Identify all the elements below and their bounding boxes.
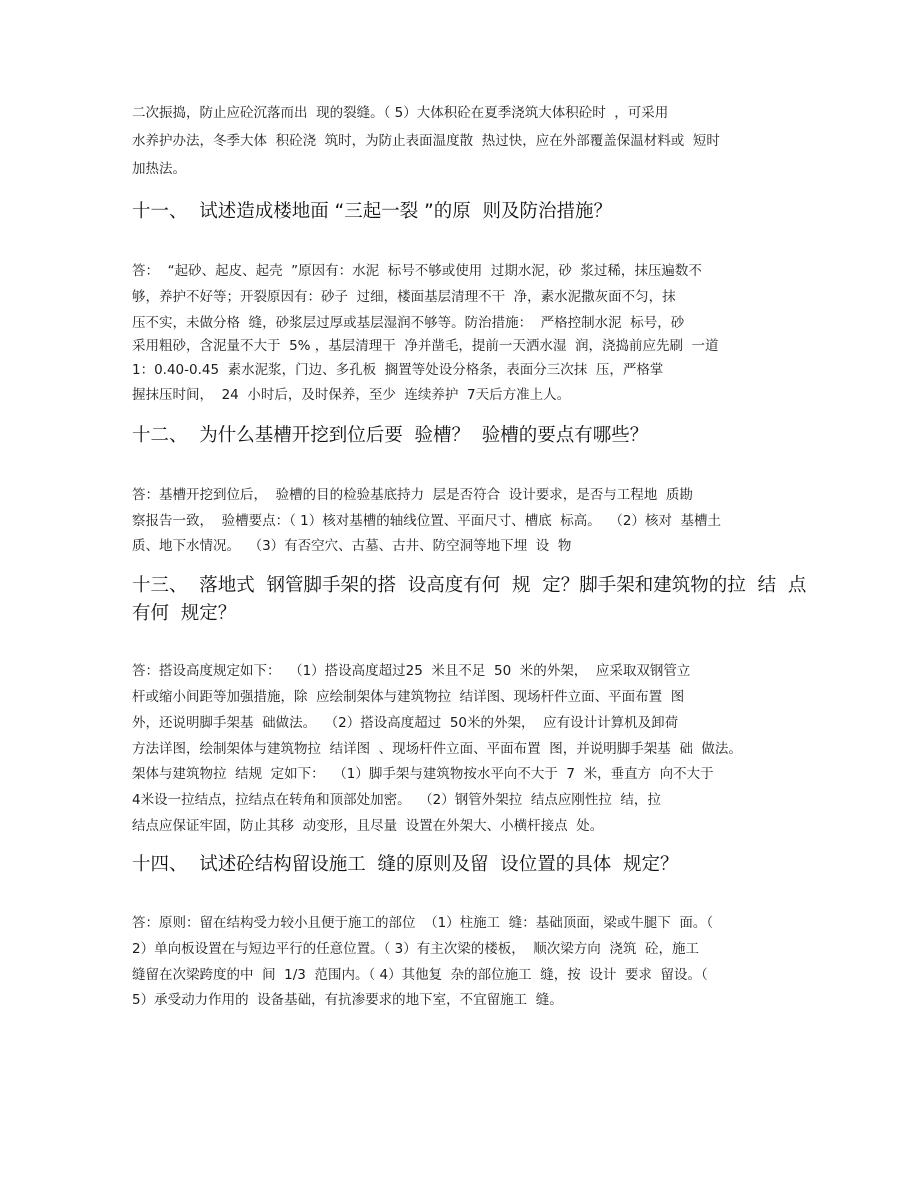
- answer-line: 架体与建筑物拉 结规 定如下： （1）脚手架与建筑物按水平向不大于 7 米，垂直方 向不大于: [132, 766, 714, 782]
- answer-line: 够，养护不好等；开裂原因有：砂子 过细，楼面基层清理不干 净，素水泥撒灰面不匀，抹: [132, 289, 676, 305]
- answer-line: 答：基槽开挖到位后， 验槽的目的检验基底持力 层是否符合 设计要求，是否与工程地 质勘: [132, 487, 693, 503]
- answer-line: 答：搭设高度规定如下： （1）搭设高度超过25 米且不足 50 米的外架， 应采取双钢管立: [132, 663, 691, 679]
- answer-line: 1：0.40-0.45 素水泥浆，门边、多孔板 搁置等处设分格条，表面分三次抹 压，严格掌: [132, 362, 664, 378]
- answer-line: 握抹压时间， 24 小时后，及时保养，至少 连续养护 7天后方准上人。: [132, 387, 571, 403]
- answer-line: 杆或缩小间距等加强措施，除 应绘制架体与建筑物拉 结详图、现场杆件立面、平面布置 图: [132, 689, 685, 705]
- section-heading: 十二、 为什么基槽开挖到位后要 验槽？ 验槽的要点有哪些？: [132, 425, 649, 446]
- answer-line: 质、地下水情况。 （3）有否空穴、古墓、古井、防空洞等地下埋 设 物: [132, 538, 572, 554]
- section-heading: 十一、 试述造成楼地面 “三起一裂 ”的原 则及防治措施？: [132, 201, 612, 222]
- answer-line: 缝留在次梁跨度的中 间 1/3 范围内。（ 4）其他复 杂的部位施工 缝，按 设计 要求 留设。（: [132, 967, 708, 983]
- answer-line: 答：原则：留在结构受力较小且便于施工的部位 （1）柱施工 缝：基础顶面，梁或牛腿下 面。（: [132, 915, 714, 931]
- answer-line: 4米设一拉结点，拉结点在转角和顶部处加密。 （2）钢管外架拉 结点应刚性拉 结，拉: [132, 792, 661, 808]
- answer-line: 结点应保证牢固，防止其移 动变形，且尽量 设置在外架大、小横杆接点 处。: [132, 818, 604, 834]
- answer-line: 采用粗砂，含泥量不大于 5% ，基层清理干 净并凿毛，提前一天洒水湿 润，浇捣前应先刷 一道: [132, 338, 719, 354]
- answer-line: 方法详图，绘制架体与建筑物拉 结详图 、现场杆件立面、平面布置 图，并说明脚手架基 础 做法。: [132, 741, 742, 757]
- section-heading-continued: 有何 规定？: [132, 603, 237, 624]
- answer-line: 2）单向板设置在与短边平行的任意位置。（ 3）有主次梁的楼板， 顺次梁方向 浇筑 砼，施工: [132, 941, 699, 957]
- intro-line: 加热法。: [132, 161, 186, 177]
- intro-line: 水养护办法，冬季大体 积砼浇 筑时，为防止表面温度散 热过快，应在外部覆盖保温材料或 短时: [132, 133, 720, 149]
- section-heading: 十四、 试述砼结构留设施工 缝的原则及留 设位置的具体 规定？: [132, 854, 679, 875]
- answer-line: 5）承受动力作用的 设备基础，有抗渗要求的地下室，不宜留施工 缝。: [132, 992, 563, 1008]
- intro-line: 二次振捣，防止应砼沉落而出 现的裂缝。（ 5）大体积砼在夏季浇筑大体积砼时 ，可采用: [132, 105, 669, 121]
- answer-line: 外，还说明脚手架基 础做法。 （2）搭设高度超过 50米的外架， 应有设计计算机及卸荷: [132, 715, 679, 731]
- answer-line: 答： “起砂、起皮、起壳 ”原因有：水泥 标号不够或使用 过期水泥，砂 浆过稀，抹压遍数不: [132, 263, 702, 279]
- answer-line: 察报告一致， 验槽要点：（ 1）核对基槽的轴线位置、平面尺寸、槽底 标高。 （2）核对 基槽土: [132, 513, 722, 529]
- answer-line: 压不实，未做分格 缝，砂浆层过厚或基层湿润不够等。防治措施： 严格控制水泥 标号，砂: [132, 315, 685, 331]
- section-heading: 十三、 落地式 钢管脚手架的搭 设高度有何 规 定？脚手架和建筑物的拉 结 点: [132, 575, 807, 596]
